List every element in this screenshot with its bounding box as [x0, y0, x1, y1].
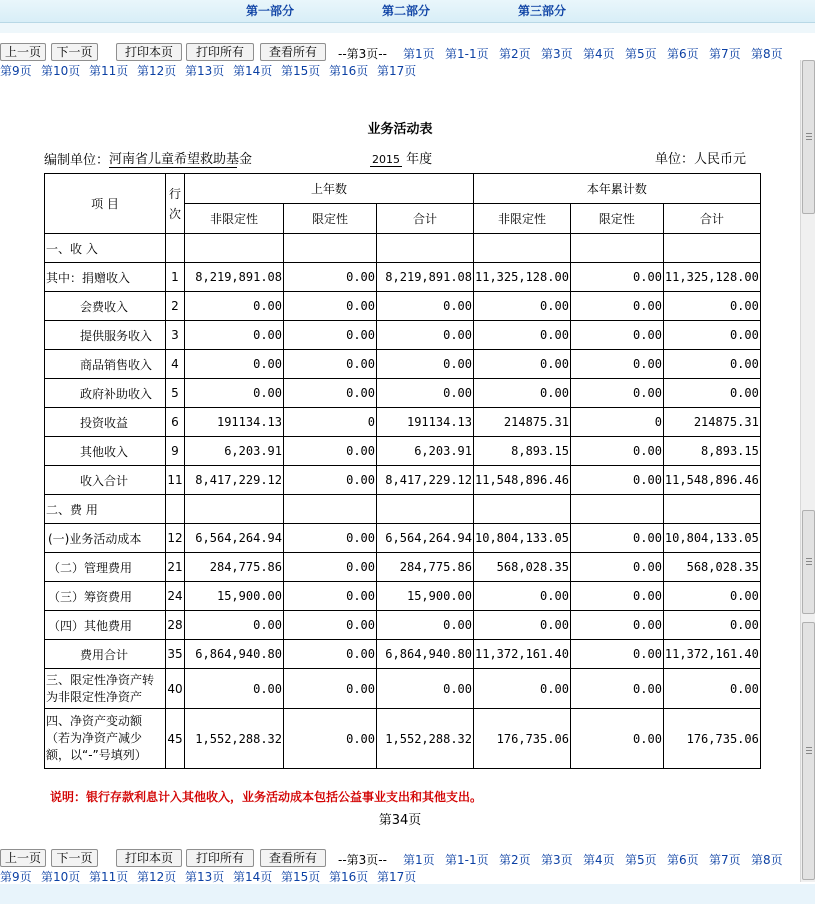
row-label: 收入合计	[45, 466, 166, 495]
row-line-no: 6	[166, 408, 185, 437]
row-line-no: 35	[166, 640, 185, 669]
header-line-no	[166, 174, 185, 234]
page-link-bottom[interactable]: 第17页	[377, 870, 417, 884]
row-value: 0.00	[185, 350, 284, 379]
page-link-bottom[interactable]: 第14页	[233, 870, 273, 884]
row-label: 一、收 入	[45, 234, 166, 263]
row-value	[474, 495, 571, 524]
next-page-button-bottom[interactable]: 下一页	[51, 849, 98, 867]
prev-page-button-bottom[interactable]: 上一页	[0, 849, 46, 867]
row-value: 6,864,940.80	[185, 640, 284, 669]
row-value: 0.00	[474, 582, 571, 611]
row-value: 0.00	[185, 611, 284, 640]
table-row	[45, 350, 761, 379]
page-link-bottom[interactable]: 第6页	[667, 853, 699, 867]
row-value: 0.00	[570, 709, 663, 769]
page-link[interactable]: 第16页	[329, 64, 369, 78]
row-value: 0.00	[377, 611, 474, 640]
page-number: 第34页	[378, 813, 422, 828]
table-row	[45, 234, 761, 263]
row-value: 0.00	[570, 524, 663, 553]
row-value: 0.00	[284, 466, 377, 495]
row-value	[663, 495, 760, 524]
page-link[interactable]: 第11页	[89, 64, 129, 78]
row-value: 11,325,128.00	[663, 263, 760, 292]
row-value: 0.00	[377, 292, 474, 321]
row-value	[570, 495, 663, 524]
row-value: 6,564,264.94	[185, 524, 284, 553]
row-line-no: 24	[166, 582, 185, 611]
row-value: 8,893.15	[474, 437, 571, 466]
row-value: 0.00	[570, 640, 663, 669]
scrollbar-thumb-upper[interactable]	[802, 60, 815, 214]
row-value: 0.00	[570, 582, 663, 611]
table-row	[45, 379, 761, 408]
row-value: 0.00	[570, 669, 663, 709]
row-value: 0.00	[284, 582, 377, 611]
row-line-no: 1	[166, 263, 185, 292]
page-link-bottom[interactable]: 第12页	[137, 870, 177, 884]
row-label: （四）其他费用	[45, 611, 166, 640]
row-value: 0.00	[284, 350, 377, 379]
table-row	[45, 640, 761, 669]
row-label: 三、限定性净资产转为非限定性净资产	[45, 669, 166, 709]
row-value: 568,028.35	[663, 553, 760, 582]
row-value: 10,804,133.05	[474, 524, 571, 553]
prev-page-button[interactable]: 上一页	[0, 43, 46, 61]
row-value: 11,548,896.46	[474, 466, 571, 495]
row-line-no: 2	[166, 292, 185, 321]
scrollbar-thumb-lower[interactable]	[802, 622, 815, 880]
row-label: （三）筹资费用	[45, 582, 166, 611]
org-value: 河南省儿童希望救助基金	[109, 148, 237, 168]
table-row	[45, 466, 761, 495]
header-unrestricted-prev: 非限定性	[185, 204, 284, 234]
print-page-button-bottom[interactable]: 打印本页	[116, 849, 182, 867]
row-line-no: 21	[166, 553, 185, 582]
header-prev-year: 上年数	[185, 174, 474, 204]
table-row	[45, 524, 761, 553]
row-value: 0.00	[185, 669, 284, 709]
row-value: 15,900.00	[377, 582, 474, 611]
row-line-no: 3	[166, 321, 185, 350]
row-line-no: 40	[166, 669, 185, 709]
row-value: 0.00	[570, 553, 663, 582]
page-link[interactable]: 第6页	[667, 47, 699, 61]
row-line-no: 12	[166, 524, 185, 553]
page-link-bottom[interactable]: 第1页	[403, 853, 435, 867]
page-link-bottom[interactable]: 第13页	[185, 870, 225, 884]
row-line-no: 45	[166, 709, 185, 769]
header-restricted-prev: 限定性	[284, 204, 377, 234]
row-value: 10,804,133.05	[663, 524, 760, 553]
table-row	[45, 553, 761, 582]
table-row	[45, 611, 761, 640]
row-value: 568,028.35	[474, 553, 571, 582]
page-link[interactable]: 第9页	[0, 64, 32, 78]
page-link-bottom[interactable]: 第10页	[41, 870, 81, 884]
table-row	[45, 321, 761, 350]
row-value: 176,735.06	[474, 709, 571, 769]
row-value: 0.00	[663, 379, 760, 408]
row-value	[474, 234, 571, 263]
row-value: 0.00	[570, 263, 663, 292]
row-value: 0.00	[284, 321, 377, 350]
row-value: 191134.13	[185, 408, 284, 437]
row-value: 8,893.15	[663, 437, 760, 466]
row-value	[377, 234, 474, 263]
row-value: 0.00	[284, 709, 377, 769]
page-link[interactable]: 第4页	[583, 47, 615, 61]
table-row	[45, 263, 761, 292]
row-value: 0.00	[570, 292, 663, 321]
row-value: 11,372,161.40	[663, 640, 760, 669]
year-line	[370, 148, 432, 167]
header-restricted-cur: 限定性	[570, 204, 663, 234]
row-label: 二、费 用	[45, 495, 166, 524]
header-unrestricted-cur: 非限定性	[474, 204, 571, 234]
row-value: 0.00	[377, 379, 474, 408]
page-link-bottom[interactable]: 第5页	[625, 853, 657, 867]
vertical-scrollbar[interactable]	[800, 60, 815, 882]
tab-part-2[interactable]: 第二部分	[382, 4, 431, 18]
row-label: 会费收入	[45, 292, 166, 321]
row-value: 0.00	[570, 437, 663, 466]
top-strip	[0, 23, 815, 33]
row-value	[185, 234, 284, 263]
page-link[interactable]: 第17页	[377, 64, 417, 78]
table-row	[45, 582, 761, 611]
row-value: 0.00	[663, 321, 760, 350]
page-link-bottom[interactable]: 第1-1页	[445, 853, 489, 867]
page-link-bottom[interactable]: 第8页	[751, 853, 783, 867]
row-value: 1,552,288.32	[185, 709, 284, 769]
header-total-prev: 合计	[377, 204, 474, 234]
view-all-button[interactable]: 查看所有	[260, 43, 326, 61]
row-value: 0.00	[570, 466, 663, 495]
row-value: 0.00	[377, 321, 474, 350]
row-value: 0.00	[570, 379, 663, 408]
row-value	[284, 495, 377, 524]
top-tab-bar	[0, 0, 815, 23]
row-value: 6,564,264.94	[377, 524, 474, 553]
row-value: 0.00	[474, 669, 571, 709]
row-line-no	[166, 234, 185, 263]
row-value: 0.00	[284, 553, 377, 582]
row-value: 6,203.91	[185, 437, 284, 466]
page-link-bottom[interactable]: 第7页	[709, 853, 741, 867]
row-value: 0.00	[284, 379, 377, 408]
row-value: 0.00	[284, 437, 377, 466]
table-row	[45, 437, 761, 466]
page-link[interactable]: 第1-1页	[445, 47, 489, 61]
next-page-button[interactable]: 下一页	[51, 43, 98, 61]
page-link[interactable]: 第7页	[709, 47, 741, 61]
bottom-strip	[0, 884, 815, 904]
table-row	[45, 408, 761, 437]
page-link[interactable]: 第3页	[541, 47, 573, 61]
row-value: 8,417,229.12	[185, 466, 284, 495]
row-value: 11,548,896.46	[663, 466, 760, 495]
row-value: 0.00	[663, 611, 760, 640]
row-value: 0.00	[284, 524, 377, 553]
page-link[interactable]: 第8页	[751, 47, 783, 61]
page-link-bottom[interactable]: 第16页	[329, 870, 369, 884]
header-total-cur: 合计	[663, 204, 760, 234]
page-link[interactable]: 第5页	[625, 47, 657, 61]
row-value: 0.00	[474, 321, 571, 350]
print-all-button-bottom[interactable]: 打印所有	[186, 849, 254, 867]
row-line-no: 4	[166, 350, 185, 379]
row-value: 176,735.06	[663, 709, 760, 769]
row-value: 11,325,128.00	[474, 263, 571, 292]
row-value: 8,219,891.08	[185, 263, 284, 292]
row-value: 0	[284, 408, 377, 437]
page-link[interactable]: 第10页	[41, 64, 81, 78]
page-link-bottom[interactable]: 第3页	[541, 853, 573, 867]
unit-label: 单位：人民币元	[655, 152, 747, 167]
print-page-button[interactable]: 打印本页	[116, 43, 182, 61]
table-row	[45, 292, 761, 321]
row-value: 214875.31	[474, 408, 571, 437]
row-value: 214875.31	[663, 408, 760, 437]
row-value: 15,900.00	[185, 582, 284, 611]
row-line-no: 11	[166, 466, 185, 495]
header-line-a: 行	[168, 186, 181, 201]
row-value	[185, 495, 284, 524]
row-value: 0.00	[663, 582, 760, 611]
scrollbar-thumb-middle[interactable]	[802, 510, 815, 614]
activity-table	[44, 173, 761, 769]
row-value	[570, 234, 663, 263]
row-line-no: 28	[166, 611, 185, 640]
row-label: 商品销售收入	[45, 350, 166, 379]
row-label: （二）管理费用	[45, 553, 166, 582]
current-page-indicator-bottom: --第3页--	[338, 853, 387, 867]
org-line	[44, 148, 253, 168]
row-value: 0.00	[570, 321, 663, 350]
row-value: 191134.13	[377, 408, 474, 437]
row-value	[663, 234, 760, 263]
row-value: 0.00	[474, 292, 571, 321]
row-line-no	[166, 495, 185, 524]
row-line-no: 9	[166, 437, 185, 466]
row-value: 0.00	[474, 611, 571, 640]
row-value: 0.00	[185, 321, 284, 350]
print-all-button[interactable]: 打印所有	[186, 43, 254, 61]
row-value: 0.00	[284, 263, 377, 292]
row-value: 0.00	[474, 379, 571, 408]
page-link[interactable]: 第15页	[281, 64, 321, 78]
report-note: 说明：银行存款利息计入其他收入，业务活动成本包括公益事业支出和其他支出。	[50, 790, 483, 804]
page-link-bottom[interactable]: 第9页	[0, 870, 32, 884]
row-line-no: 5	[166, 379, 185, 408]
year-label: 年度	[406, 152, 433, 167]
year-value: 2015	[372, 153, 400, 166]
page-link-bottom[interactable]: 第2页	[499, 853, 531, 867]
row-value: 6,203.91	[377, 437, 474, 466]
page-link-bottom[interactable]: 第11页	[89, 870, 129, 884]
page-link[interactable]: 第13页	[185, 64, 225, 78]
row-value: 6,864,940.80	[377, 640, 474, 669]
page-link[interactable]: 第2页	[499, 47, 531, 61]
row-value: 1,552,288.32	[377, 709, 474, 769]
page-link[interactable]: 第14页	[233, 64, 273, 78]
table-row	[45, 495, 761, 524]
row-value: 0.00	[474, 350, 571, 379]
row-value: 0.00	[284, 669, 377, 709]
row-value: 0.00	[663, 292, 760, 321]
page-link-bottom[interactable]: 第15页	[281, 870, 321, 884]
header-item: 项 目	[45, 174, 166, 234]
row-value: 0.00	[570, 611, 663, 640]
row-label: 投资收益	[45, 408, 166, 437]
row-value: 0.00	[377, 350, 474, 379]
row-value: 0.00	[570, 350, 663, 379]
row-value: 8,219,891.08	[377, 263, 474, 292]
row-value: 0.00	[284, 640, 377, 669]
row-value: 8,417,229.12	[377, 466, 474, 495]
row-value: 0.00	[284, 292, 377, 321]
page-link[interactable]: 第12页	[137, 64, 177, 78]
row-label: 费用合计	[45, 640, 166, 669]
row-label: (一)业务活动成本	[45, 524, 166, 553]
row-value: 284,775.86	[377, 553, 474, 582]
row-label: 其他收入	[45, 437, 166, 466]
row-value: 0	[570, 408, 663, 437]
row-value: 0.00	[377, 669, 474, 709]
row-label: 政府补助收入	[45, 379, 166, 408]
table-row	[45, 709, 761, 769]
org-label: 编制单位：	[44, 153, 110, 168]
row-label: 其中：捐赠收入	[45, 263, 166, 292]
row-value: 0.00	[663, 669, 760, 709]
tab-part-3[interactable]: 第三部分	[518, 4, 567, 18]
report-title: 业务活动表	[367, 122, 433, 137]
view-all-button-bottom[interactable]: 查看所有	[260, 849, 326, 867]
row-label: 四、净资产变动额（若为净资产减少额，以“-”号填列）	[45, 709, 166, 769]
tab-part-1[interactable]: 第一部分	[246, 4, 295, 18]
row-value: 284,775.86	[185, 553, 284, 582]
current-page-indicator: --第3页--	[338, 47, 387, 61]
header-line-b: 次	[168, 206, 181, 221]
header-cur-year: 本年累计数	[474, 174, 761, 204]
page-link[interactable]: 第1页	[403, 47, 435, 61]
page-link-bottom[interactable]: 第4页	[583, 853, 615, 867]
row-value: 0.00	[284, 611, 377, 640]
table-row	[45, 669, 761, 709]
row-label: 提供服务收入	[45, 321, 166, 350]
row-value	[377, 495, 474, 524]
row-value	[284, 234, 377, 263]
row-value: 0.00	[185, 379, 284, 408]
row-value: 11,372,161.40	[474, 640, 571, 669]
row-value: 0.00	[663, 350, 760, 379]
row-value: 0.00	[185, 292, 284, 321]
